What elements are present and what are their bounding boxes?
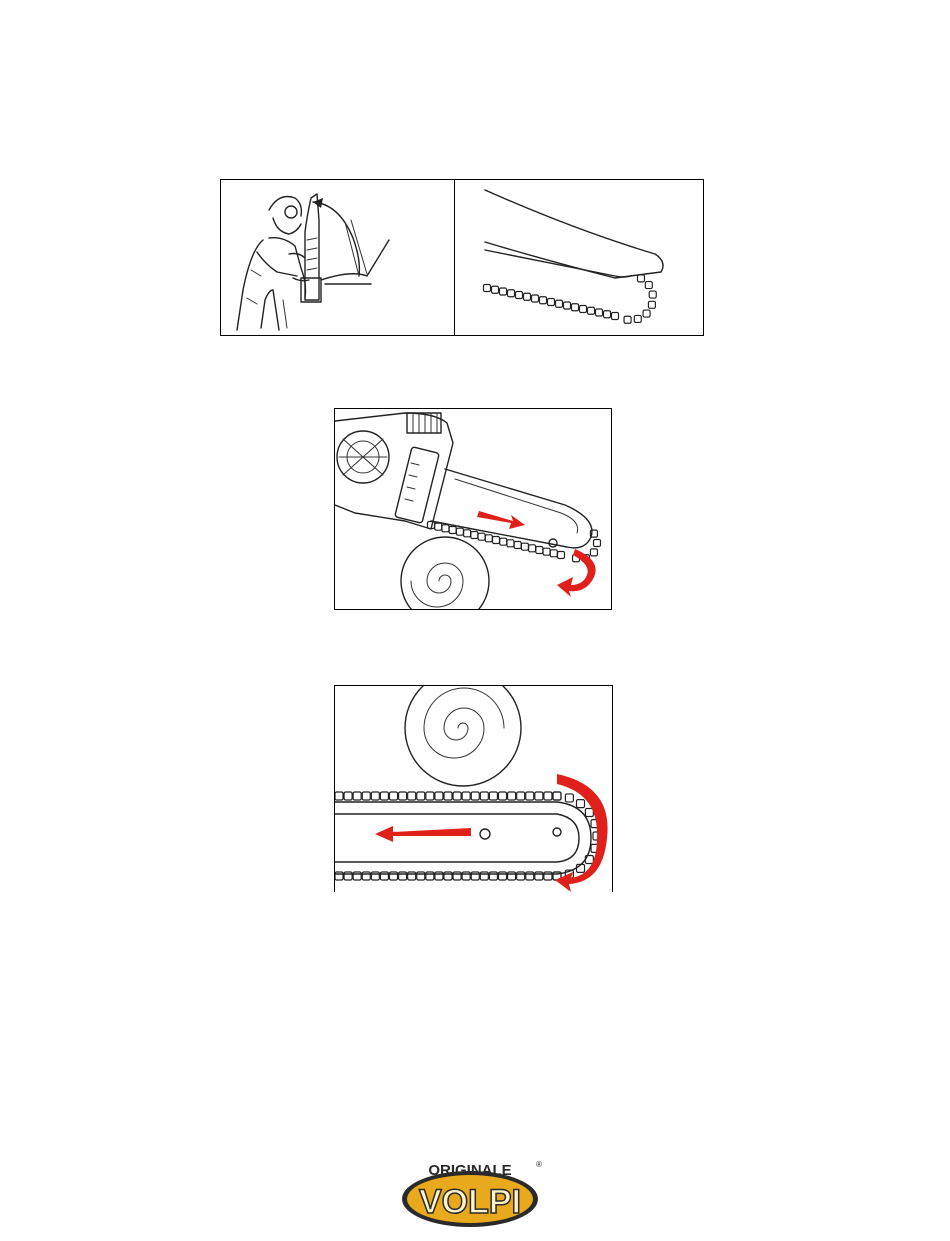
chain-link — [535, 792, 543, 800]
chain-link — [344, 872, 352, 880]
chain-link — [453, 792, 461, 800]
chain-link — [645, 282, 652, 289]
chain-link — [585, 808, 593, 816]
chain-link — [604, 311, 611, 318]
chainsaw-bar — [305, 194, 319, 300]
chain-link — [435, 523, 442, 530]
chain-link — [380, 872, 388, 880]
chain-link — [426, 872, 434, 880]
chain-link — [380, 792, 388, 800]
handle-panel — [395, 447, 440, 524]
chain-link — [456, 528, 463, 535]
chain-link — [493, 537, 500, 544]
chain-link — [353, 792, 361, 800]
chain-link — [335, 872, 343, 880]
chain-link — [553, 792, 561, 800]
chain-link — [594, 540, 601, 547]
bar-outline — [431, 469, 592, 548]
tension-knob — [407, 413, 441, 433]
chain-link — [596, 309, 603, 316]
chain-link — [500, 288, 507, 295]
logo-main-text: VOLPI — [418, 1183, 522, 1221]
chain-link — [489, 792, 497, 800]
chain-link — [480, 792, 488, 800]
chain-link — [408, 872, 416, 880]
chain-link — [508, 290, 515, 297]
registered-mark: ® — [536, 1160, 542, 1169]
bottom-cut-drawing — [335, 409, 611, 609]
bar-outline — [335, 802, 591, 874]
operator-back — [237, 240, 263, 330]
chain-link — [471, 532, 478, 539]
chain-link — [471, 872, 479, 880]
pull-direction-arrow — [477, 511, 525, 529]
chain-link — [550, 550, 557, 557]
chain-link — [353, 872, 361, 880]
chain-link — [449, 527, 456, 534]
chain-link — [565, 794, 573, 802]
chainsaw-body — [301, 278, 321, 302]
chain-link — [453, 872, 461, 880]
chain-link — [572, 304, 579, 311]
chain-link — [634, 315, 641, 322]
chain-link — [390, 792, 398, 800]
originale-volpi-logo — [398, 1157, 550, 1229]
chain-link — [500, 538, 507, 545]
chain-link — [464, 530, 471, 537]
top-cut-illustration — [334, 685, 613, 892]
chain-link — [435, 792, 443, 800]
bottom-cut-illustration — [334, 408, 612, 610]
chain-link — [362, 872, 370, 880]
chain-link — [548, 299, 555, 306]
chain-link — [371, 872, 379, 880]
chain-link — [499, 792, 507, 800]
chain-link — [544, 872, 552, 880]
chain-link — [471, 792, 479, 800]
chain-link — [521, 543, 528, 550]
chain-link — [524, 293, 531, 300]
chain-link — [540, 297, 547, 304]
guide-bar-tip-illustration — [454, 179, 704, 336]
chain-link — [492, 286, 499, 293]
chain-link — [532, 295, 539, 302]
chain-link — [590, 549, 597, 556]
log-cross-section — [401, 537, 489, 609]
top-cut-drawing — [335, 686, 612, 892]
chain-link — [577, 800, 585, 808]
chain-link — [526, 792, 534, 800]
saw-chain — [484, 275, 657, 323]
chain-link — [637, 275, 644, 282]
chain-link — [580, 306, 587, 313]
chain-rotation-arrow — [555, 774, 608, 892]
chain-link — [444, 792, 452, 800]
chain-link — [643, 310, 650, 317]
chain-link — [344, 792, 352, 800]
chain-link — [485, 535, 492, 542]
chain-link — [543, 548, 550, 555]
chain-link — [526, 872, 534, 880]
chain-link — [435, 872, 443, 880]
chain-link — [535, 872, 543, 880]
chain-link — [371, 792, 379, 800]
chain-link — [508, 792, 516, 800]
chain-link — [417, 872, 425, 880]
log-cross-section — [405, 686, 521, 786]
logo-top-text: ORIGINALE — [428, 1162, 512, 1179]
push-direction-arrow — [375, 826, 471, 842]
chain-link — [442, 525, 449, 532]
chain-link — [624, 316, 631, 323]
chain-link — [478, 533, 485, 540]
chain-link — [426, 792, 434, 800]
chain-link — [444, 872, 452, 880]
chain-link — [489, 872, 497, 880]
chain-link — [649, 291, 656, 298]
chain-link — [564, 302, 571, 309]
logo-badge — [398, 1157, 550, 1229]
chain-link — [612, 313, 619, 320]
chain-link — [480, 872, 488, 880]
operator-drawing — [221, 180, 455, 335]
kickback-operator-illustration — [220, 179, 456, 336]
chain-link — [514, 542, 521, 549]
chain-link — [335, 792, 343, 800]
chain-link — [544, 792, 552, 800]
chain-link — [399, 872, 407, 880]
chain-link — [516, 292, 523, 299]
chain-link — [508, 872, 516, 880]
chain-link — [588, 307, 595, 314]
chain-link — [390, 872, 398, 880]
chain-link — [529, 545, 536, 552]
guide-bar-drawing — [455, 180, 703, 335]
chain-link — [399, 792, 407, 800]
chain-link — [536, 547, 543, 554]
ear-muff — [285, 206, 297, 218]
chain-link — [499, 872, 507, 880]
kickback-arc — [313, 202, 359, 276]
chain-link — [517, 872, 525, 880]
chain-link — [553, 792, 561, 800]
chain-link — [362, 792, 370, 800]
chain-link — [517, 792, 525, 800]
chain-link — [462, 872, 470, 880]
guide-bar-outline — [485, 190, 663, 278]
chain-link — [507, 540, 514, 547]
chain-link — [484, 285, 491, 292]
chain-link — [558, 552, 565, 559]
chain-link — [556, 300, 563, 307]
chain-link — [417, 792, 425, 800]
chain-link — [648, 301, 655, 308]
chain-link — [408, 792, 416, 800]
chain-link — [462, 792, 470, 800]
